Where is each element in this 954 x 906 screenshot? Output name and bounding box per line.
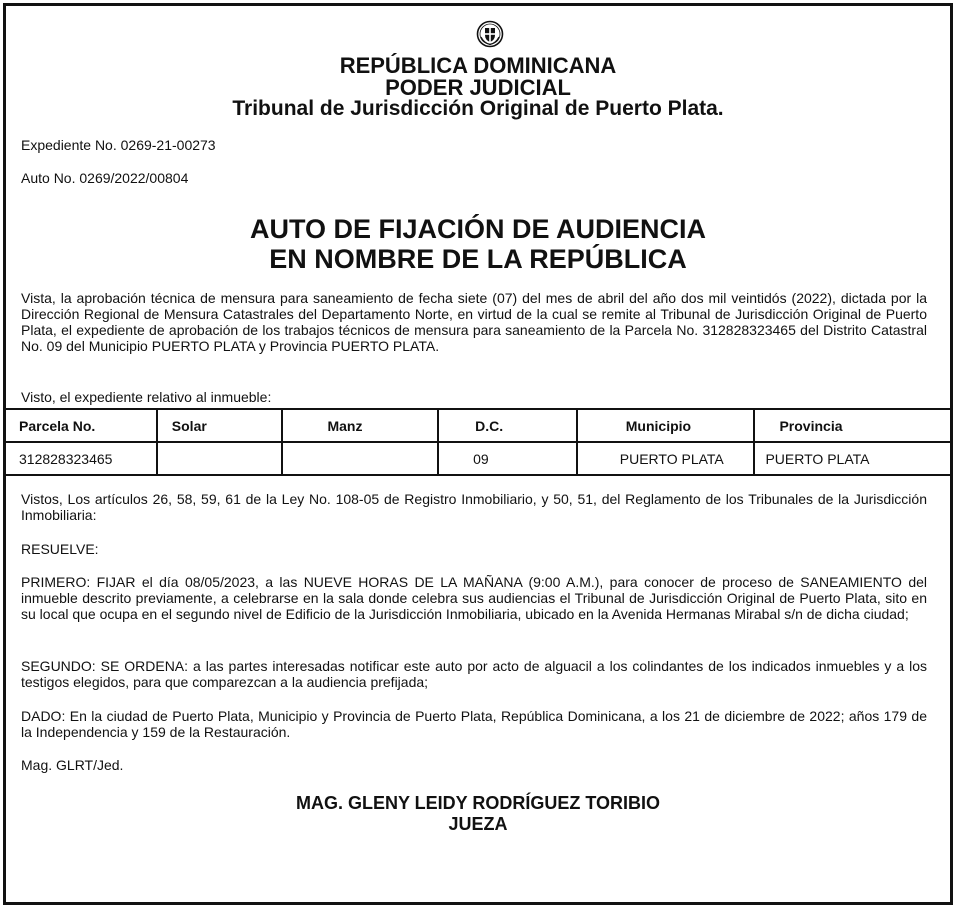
cell-solar <box>157 442 283 475</box>
dado-paragraph: DADO: En la ciudad de Puerto Plata, Municipio y Provincia de Puerto Plata, República Dominicana, a los 21 de diciembre de 2022; años 179 de la Independencia y 159 de la Restauración. <box>21 708 927 740</box>
cell-manz <box>282 442 438 475</box>
initials-line: Mag. GLRT/Jed. <box>21 757 124 773</box>
header-solar: Solar <box>157 409 283 442</box>
header-municipio: Municipio <box>577 409 755 442</box>
auto-number: Auto No. 0269/2022/00804 <box>21 170 189 186</box>
visto-paragraph: Visto, el expediente relativo al inmueble: <box>21 389 272 405</box>
cell-parcela: 312828323465 <box>4 442 157 475</box>
table-row <box>4 442 952 475</box>
resuelve-heading: RESUELVE: <box>21 541 99 557</box>
cell-dc: 09 <box>438 442 577 475</box>
parcel-table <box>3 408 953 476</box>
document-subtitle: EN NOMBRE DE LA REPÚBLICA <box>269 244 687 274</box>
coat-of-arms-seal-icon <box>476 20 504 48</box>
header-parcela: Parcela No. <box>4 409 157 442</box>
vista-paragraph: Vista, la aprobación técnica de mensura para saneamiento de fecha siete (07) del mes de abril del año dos mil veintidós (2022), dictada por la Dirección Regional de Mensura Catastrales del Departamento Norte, en virtud de la cual se remite al Tribunal de Jurisdicción Original de Puerto Plata, el expediente de aprobación de los trabajos técnicos de mensura para saneamiento de la Parcela No. 312828323465 del Distrito Catastral No. 09 del Municipio PUERTO PLATA y Provincia PUERTO PLATA. <box>21 290 927 354</box>
header-country: REPÚBLICA DOMINICANA <box>339 53 617 78</box>
judge-name: MAG. GLENY LEIDY RODRÍGUEZ TORIBIO <box>295 793 661 813</box>
header-provincia: Provincia <box>754 409 952 442</box>
expediente-number: Expediente No. 0269-21-00273 <box>21 137 216 153</box>
primero-paragraph: PRIMERO: FIJAR el día 08/05/2023, a las NUEVE HORAS DE LA MAÑANA (9:00 A.M.), para conocer de proceso de SANEAMIENTO del inmueble descrito previamente, a celebrarse en la sala donde celebra sus audiencias el Tribunal de Jurisdicción Original de Puerto Plata, sito en su local que ocupa en el segundo nivel de Edificio de la Jurisdicción Inmobiliaria, ubicado en la Avenida Hermanas Mirabal s/n de dicha ciudad; <box>21 574 927 622</box>
header-manz: Manz <box>282 409 438 442</box>
header-branch: PODER JUDICIAL <box>385 75 571 100</box>
judge-title: JUEZA <box>448 814 508 834</box>
document-title: AUTO DE FIJACIÓN DE AUDIENCIA <box>249 214 707 244</box>
notice-page <box>3 3 953 905</box>
vistos-paragraph: Vistos, Los artículos 26, 58, 59, 61 de la Ley No. 108-05 de Registro Inmobiliario, y 50, 51, del Reglamento de los Tribunales de la Jurisdicción Inmobiliaria: <box>21 491 927 523</box>
parcel-table-header-row <box>4 409 952 442</box>
cell-municipio: PUERTO PLATA <box>577 442 755 475</box>
segundo-paragraph: SEGUNDO: SE ORDENA: a las partes interesadas notificar este auto por acto de alguacil a los colindantes de los indicados inmuebles y a los testigos elegidos, para que comparezcan a la audiencia prefijada; <box>21 658 927 690</box>
header-court: Tribunal de Jurisdicción Original de Puerto Plata. <box>232 97 724 120</box>
cell-provincia: PUERTO PLATA <box>754 442 952 475</box>
header-dc: D.C. <box>438 409 577 442</box>
